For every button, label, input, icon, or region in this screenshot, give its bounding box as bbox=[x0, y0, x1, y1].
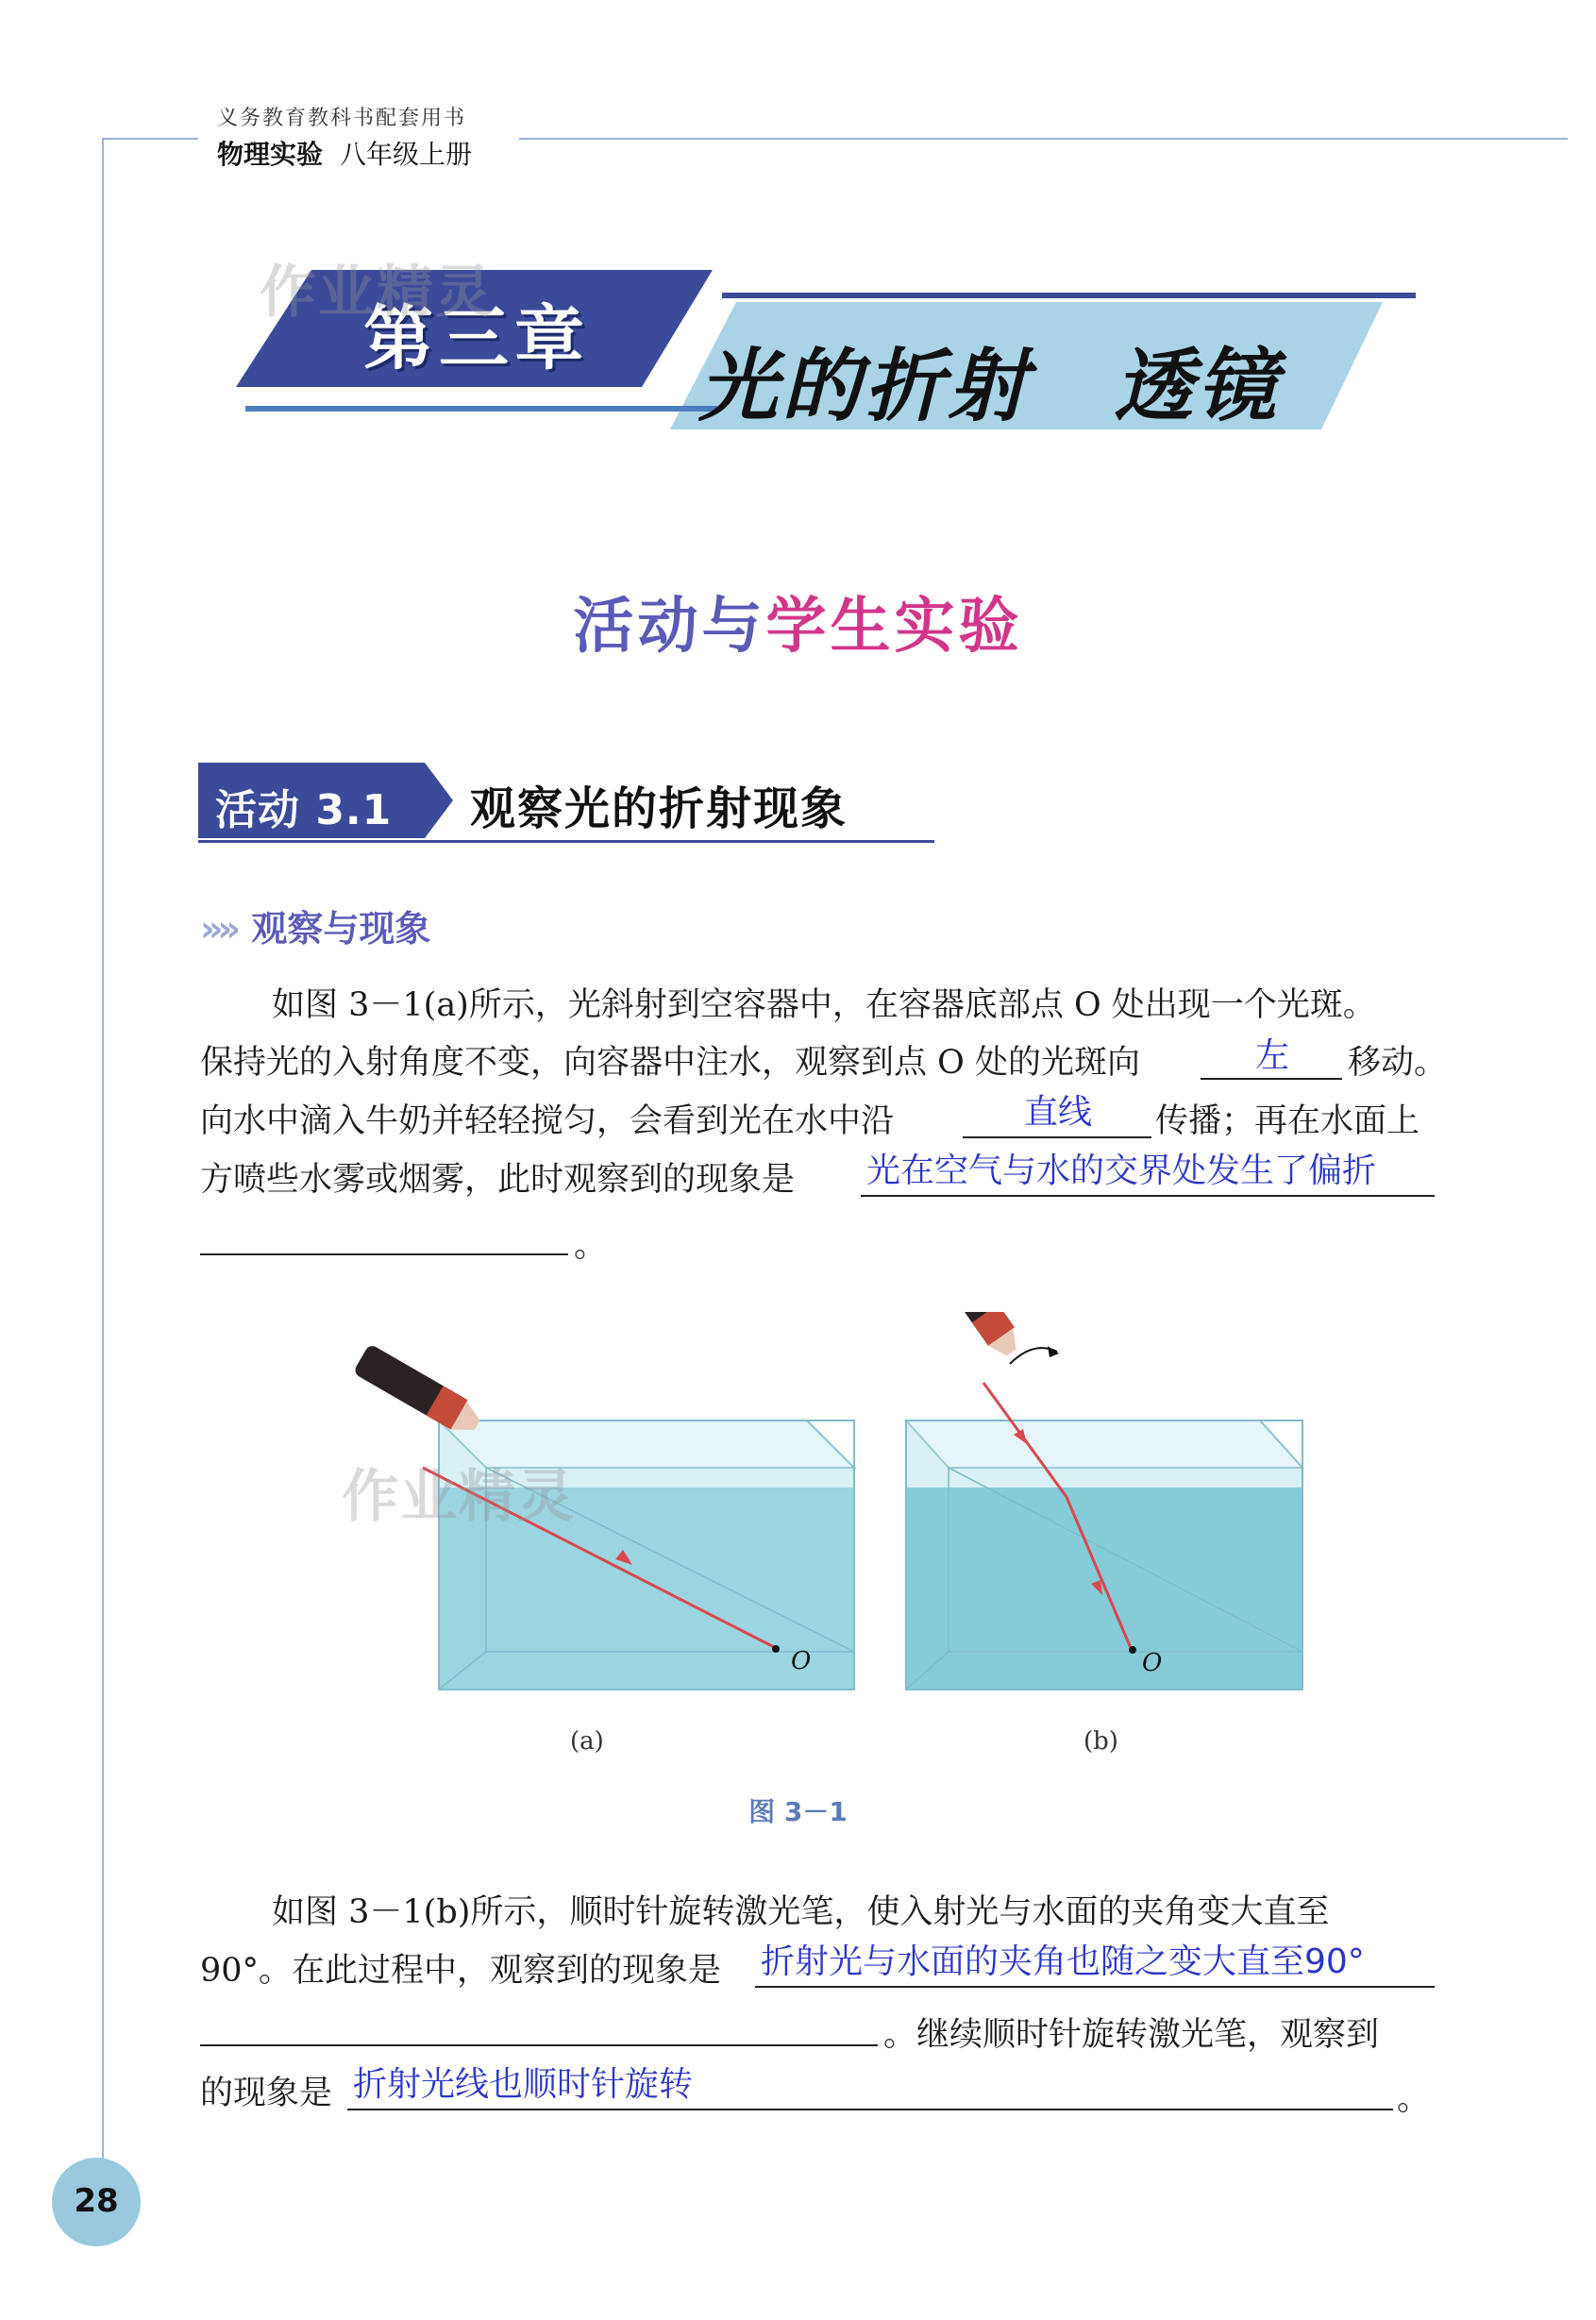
double-chevron-icon: »» bbox=[200, 908, 236, 950]
answer-blank-angle bbox=[755, 1986, 1435, 1988]
answer-propagation: 直线 bbox=[1024, 1093, 1093, 1132]
book-grade: 八年级上册 bbox=[340, 139, 473, 170]
watermark-middle: 作业精灵 bbox=[342, 1464, 576, 1530]
paragraph1-line3: 向水中滴入牛奶并轻轻搅匀，会看到光在水中沿 bbox=[200, 1102, 895, 1140]
paragraph1-line2-end: 移动。 bbox=[1348, 1044, 1448, 1082]
figure-3-1 bbox=[311, 1312, 1331, 1756]
left-margin-rule bbox=[102, 138, 104, 2181]
book-subject: 物理实验 bbox=[217, 139, 324, 170]
watermark-top: 作业精灵 bbox=[260, 260, 494, 326]
observation-heading bbox=[200, 899, 430, 951]
paragraph1-line2: 保持光的入射角度不变，向容器中注水，观察到点 O 处的光斑向 bbox=[200, 1044, 1140, 1082]
point-o-label-a: O bbox=[791, 1647, 812, 1675]
answer-phenomenon: 光在空气与水的交界处发生了偏折 bbox=[866, 1152, 1377, 1190]
series-label: 义务教育教科书配套用书 bbox=[217, 107, 467, 130]
paragraph1-line3-end: 传播；再在水面上 bbox=[1155, 1102, 1420, 1140]
answer-angle-change: 折射光与水面的夹角也随之变大直至90° bbox=[761, 1942, 1365, 1981]
caption-b: (b) bbox=[1084, 1727, 1118, 1756]
paragraph2-end: 。 bbox=[1397, 2080, 1431, 2118]
observation-heading-label: 观察与现象 bbox=[251, 908, 431, 950]
section-title bbox=[0, 578, 1596, 664]
paragraph1-line1: 如图 3－1(a)所示，光斜射到空容器中，在容器底部点 O 处出现一个光斑。 bbox=[272, 986, 1376, 1024]
page-number: 28 bbox=[74, 2182, 119, 2220]
paragraph2-line3: 。继续顺时针旋转激光笔，观察到 bbox=[883, 2016, 1380, 2054]
paragraph1-line4: 方喷些水雾或烟雾，此时观察到的现象是 bbox=[200, 1161, 796, 1199]
paragraph1-end: 。 bbox=[574, 1227, 608, 1265]
paragraph2-line2: 90°。在此过程中，观察到的现象是 bbox=[200, 1952, 722, 1990]
answer-blank-rotation bbox=[347, 2109, 1393, 2110]
answer-blank-phenomenon-cont bbox=[200, 1253, 568, 1255]
activity-label: 活动 3.1 bbox=[215, 786, 393, 834]
paragraph2-line4: 的现象是 bbox=[200, 2075, 333, 2112]
activity-title: 观察光的折射现象 bbox=[470, 782, 848, 835]
answer-blank-angle-cont bbox=[200, 2044, 878, 2046]
caption-a: (a) bbox=[570, 1727, 604, 1756]
book-title bbox=[217, 134, 472, 172]
figure-title: 图 3－1 bbox=[748, 1796, 848, 1827]
paragraph2-line1: 如图 3－1(b)所示，顺时针旋转激光笔，使入射光与水面的夹角变大直至 bbox=[272, 1893, 1330, 1931]
chapter-number: 第三章 bbox=[363, 298, 590, 379]
section-title-part2: 学生实验 bbox=[765, 592, 1023, 662]
tank-b bbox=[906, 1421, 1302, 1690]
answer-blank-propagation bbox=[963, 1136, 1151, 1138]
answer-rotation: 折射光线也顺时针旋转 bbox=[353, 2065, 694, 2104]
chapter-title: 光的折射 透镜 bbox=[698, 340, 1281, 432]
answer-direction: 左 bbox=[1255, 1036, 1290, 1075]
section-title-part1: 活动与 bbox=[573, 592, 766, 662]
answer-blank-phenomenon bbox=[861, 1195, 1435, 1197]
point-o-label-b: O bbox=[1142, 1649, 1163, 1677]
answer-blank-direction bbox=[1201, 1078, 1342, 1080]
